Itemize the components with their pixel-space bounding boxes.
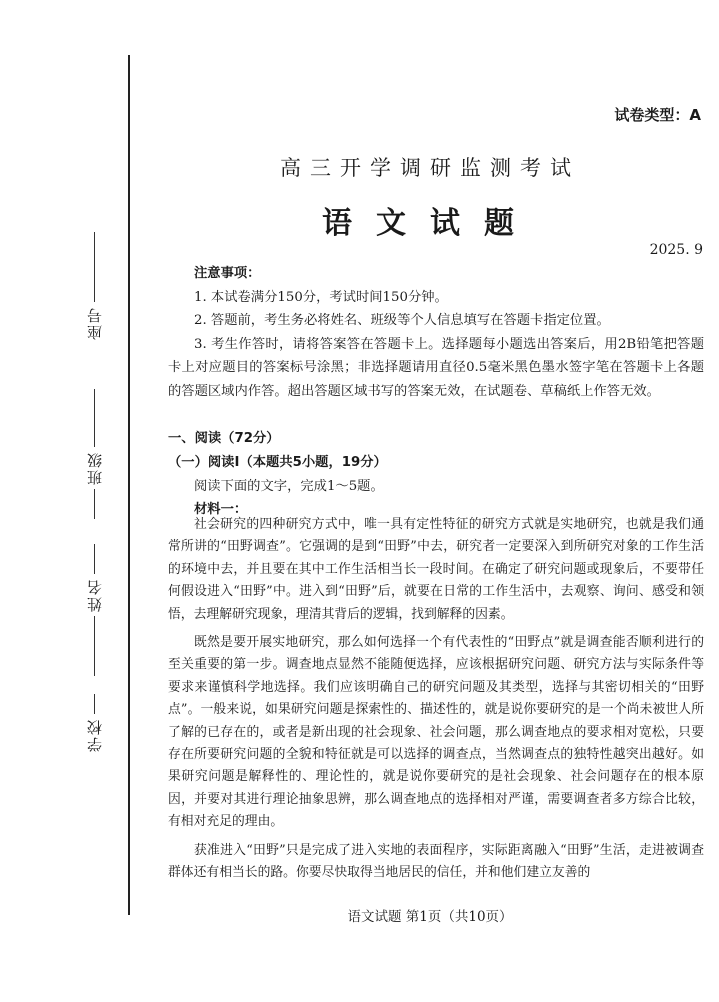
name-field[interactable] xyxy=(74,540,114,680)
note-item: 3. 考生作答时，请将答案答在答题卡上。选择题每小题选出答案后，用2B铅笔把答题卡上对应题目的答案标号涂黑；非选择题请用直径0.5毫米黑色墨水签字笔在答题卡上各题的答题区域内作答。超出答题区域书写的答案无效，在试题卷、草稿纸上作答无效。 xyxy=(168,336,704,399)
notes-heading: 注意事项： xyxy=(194,266,261,281)
school-label: 学校 xyxy=(85,718,104,752)
class-blank-lower xyxy=(94,489,95,519)
seat-number-blank xyxy=(94,232,95,302)
seat-number-label: 座号 xyxy=(85,306,104,340)
passage xyxy=(168,514,704,891)
reading-instruction: 阅读下面的文字，完成1～5题。 xyxy=(194,479,384,494)
subpart-title: （一）阅读Ⅰ（本题共5小题，19分） xyxy=(168,455,387,470)
class-label: 班级 xyxy=(85,451,104,485)
exam-title: 高三开学调研监测考试 xyxy=(280,156,580,180)
binding-line xyxy=(128,55,130,915)
material-label: 材料一： xyxy=(194,502,248,517)
note-item: 1. 本试卷满分150分，考试时间150分钟。 xyxy=(194,289,448,305)
class-field[interactable] xyxy=(74,385,114,523)
part-title: 一、阅读（72分） xyxy=(168,431,280,446)
class-blank xyxy=(94,389,95,447)
page-footer: 语文试题 第1页（共10页） xyxy=(347,909,513,925)
name-label: 姓名 xyxy=(85,578,104,612)
note-item: 2. 答题前，考生务必将姓名、班级等个人信息填写在答题卡指定位置。 xyxy=(194,313,610,328)
paper-type: 试卷类型：A xyxy=(614,106,701,124)
seat-number-field[interactable] xyxy=(74,228,114,340)
subject-title: 语文试题 xyxy=(322,206,538,241)
name-blank-lower xyxy=(94,616,95,676)
exam-date: 2025. 9 xyxy=(649,242,703,258)
school-field[interactable] xyxy=(74,690,114,752)
notes-block xyxy=(168,262,704,403)
passage-paragraph: 获准进入“田野”只是完成了进入实地的表面程序，实际距离融入“田野”生活，走进被调查群体还有相当长的路。你要尽快取得当地居民的信任，并和他们建立友善的 xyxy=(168,842,704,881)
passage-paragraph: 社会研究的四种研究方式中，唯一具有定性特征的研究方式就是实地研究，也就是我们通常所讲的“田野调查”。它强调的是到“田野”中去，研究者一定要深入到所研究对象的工作生活的环境中去，并且要在其中工作生活相当长一段时间。在确定了研究问题或现象后，不要带任何假设进入“田野”中。进入到“田野”后，就要在日常的工作生活中，去观察、询问、感受和领悟，去理解研究现象，理清其背后的逻辑，找到解释的因素。 xyxy=(168,517,704,622)
name-blank xyxy=(94,544,95,574)
passage-paragraph: 既然是要开展实地研究，那么如何选择一个有代表性的“田野点”就是调查能否顺利进行的至关重要的第一步。调查地点显然不能随便选择，应该根据研究问题、研究方法与实际条件等要求来谨慎科学地选择。我们应该明确自己的研究问题及其类型，选择与其密切相关的“田野点”。一般来说，如果研究问题是探索性的、描述性的，就是说你要研究的是一个尚未被世人所了解的已存在的，或者是新出现的社会现象、社会问题，那么调查地点的要求相对宽松，只要存在所要研究问题的全貌和特征就是可以选择的调查点，当然调查点的独特性越突出越好。如果研究问题是解释性的、理论性的，就是说你要研究的是社会现象、社会问题存在的根本原因，并要对其进行理论抽象思辨，那么调查地点的选择相对严谨，需要调查者多方综合比较，有相对充足的理由。 xyxy=(168,635,704,830)
school-blank xyxy=(94,694,95,714)
